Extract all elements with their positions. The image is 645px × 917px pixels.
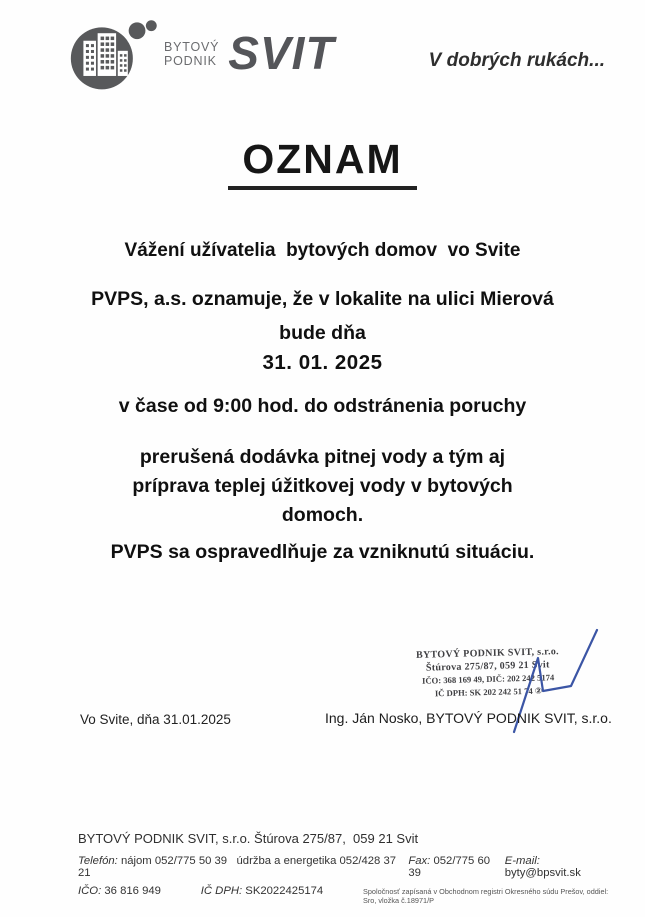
brand-wordmark: SVIT (228, 27, 335, 79)
fax-value: 052/775 60 39 (408, 855, 491, 879)
ico-value: 36 816 949 (104, 885, 161, 897)
letterhead-footer (78, 831, 618, 911)
company-name-line2: PODNIK (164, 54, 217, 68)
footer-contacts-row (78, 855, 618, 879)
apology-line: PVPS sa ospravedlňuje za vzniknutú situáciu. (110, 541, 535, 563)
stamp-ic-dph: IČ DPH: SK 202 242 51 74 ② (434, 685, 543, 698)
fax-label: Fax: (408, 855, 431, 867)
details-line1: prerušená dodávka pitnej vody a tým aj (139, 446, 506, 468)
notice-paragraph-details (0, 443, 645, 530)
notice-paragraph-announcement (0, 282, 645, 350)
email-value: byty@bpsvit.sk (504, 867, 581, 879)
footer-ico (78, 885, 161, 897)
company-name-small (164, 41, 219, 69)
registry-note: Spoločnosť zapísaná v Obchodnom registri Okresného súdu Prešov, oddiel: Sro, vložka č.18971/P (363, 887, 609, 905)
signatory-name: Ing. Ján Nosko, BYTOVÝ PODNIK SVIT, s.r.o. (325, 710, 612, 726)
footer-email (505, 855, 618, 879)
details-line3: domoch. (281, 504, 364, 526)
page-title: OZNAM (228, 136, 416, 190)
phone-value: nájom 052/775 50 39 údržba a energetika 052/428 37 21 (78, 855, 400, 879)
company-tagline: V dobrých rukách... (428, 50, 605, 71)
stamp-ico-dic: IČO: 368 169 49, DIČ: 202 242 5174 (421, 672, 555, 686)
footer-company-address: BYTOVÝ PODNIK SVIT, s.r.o. Štúrova 275/87, 059 21 Svit (78, 831, 419, 846)
footer-fax (408, 855, 504, 879)
outage-date: 31. 01. 2025 (262, 351, 383, 374)
company-name-line1: BYTOVÝ (164, 40, 220, 55)
icdph-label: IČ DPH: (200, 885, 243, 897)
email-label: E-mail: (504, 855, 540, 867)
stamp-company-name: BYTOVÝ PODNIK SVIT, s.r.o. (415, 646, 560, 661)
footer-registry-row (78, 885, 618, 905)
stamp-address: Štúrova 275/87, 059 21 Svit (425, 658, 550, 674)
footer-icdph (201, 885, 323, 897)
buildings-logo-icon (70, 16, 158, 94)
announcement-line2: bude dňa (279, 322, 366, 344)
outage-time-range: v čase od 9:00 hod. do odstránenia poruchy (118, 395, 527, 417)
company-logo (70, 16, 335, 94)
announcement-line1: PVPS, a.s. oznamuje, že v lokalite na ulici Mierová (91, 288, 554, 310)
footer-phone (78, 855, 408, 879)
phone-label: Telefón: (78, 855, 118, 867)
icdph-value: SK2022425174 (245, 885, 324, 897)
details-line2: príprava teplej úžitkovej vody v bytových (132, 475, 513, 497)
place-and-date: Vo Svite, dňa 31.01.2025 (80, 712, 231, 727)
notice-paragraph-greeting: Vážení užívatelia bytových domov vo Svite (124, 240, 521, 261)
ico-label: IČO: (78, 885, 102, 897)
